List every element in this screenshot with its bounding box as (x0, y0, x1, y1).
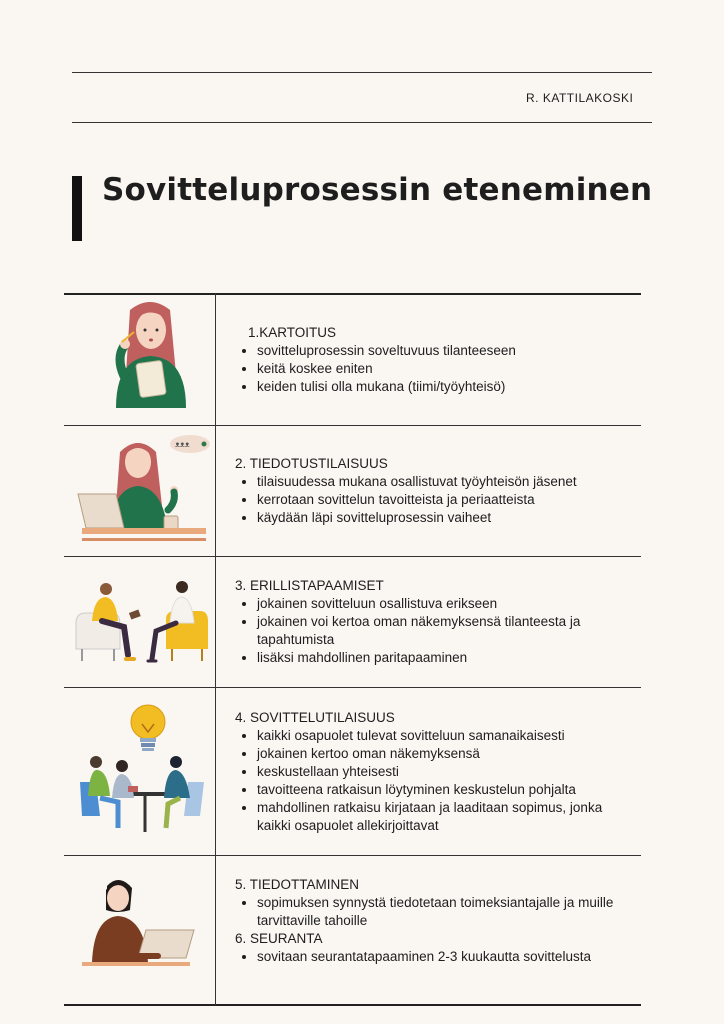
top-divider (72, 72, 652, 73)
step-tiedottaminen-seuranta (235, 876, 630, 966)
step-bullet-list (235, 727, 630, 835)
step-heading: 2. TIEDOTUSTILAISUUS (235, 456, 388, 471)
list-item: • sovitteluprosessin soveltuvuus tilanteeseen (257, 342, 630, 360)
list-item: • lisäksi mahdollinen paritapaaminen (257, 649, 630, 667)
list-item: • käydään läpi sovitteluprosessin vaiheet (257, 509, 630, 527)
title-accent-bar (72, 176, 82, 241)
list-item: • sovitaan seurantatapaaminen 2-3 kuukautta sovittelusta (257, 948, 630, 966)
step-bullet-list (235, 473, 630, 527)
list-item: • jokainen sovitteluun osallistuva erikseen (257, 595, 630, 613)
row-divider (64, 425, 641, 426)
list-item: • keitä koskee eniten (257, 360, 630, 378)
step-tiedotustilaisuus (235, 455, 630, 527)
list-item: • jokainen voi kertoa oman näkemyksensä tilanteesta ja tapahtumista (257, 613, 630, 649)
list-item: • kerrotaan sovittelun tavoitteista ja periaatteista (257, 491, 630, 509)
list-item: • sopimuksen synnystä tiedotetaan toimeksiantajalle ja muille tarvittaville tahoille (257, 894, 630, 930)
list-item: • keiden tulisi olla mukana (tiimi/työyhteisö) (257, 378, 630, 396)
step-kartoitus (235, 324, 630, 396)
list-item: • tavoitteena ratkaisun löytyminen keskustelun pohjalta (257, 781, 630, 799)
woman-thinking-illustration (72, 296, 212, 422)
row-divider (64, 556, 641, 557)
list-item: • tilaisuudessa mukana osallistuvat työyhteisön jäsenet (257, 473, 630, 491)
woman-laptop-illustration (72, 430, 212, 550)
step-heading: 4. SOVITTELUTILAISUUS (235, 710, 395, 725)
step-erillistapaamiset (235, 577, 630, 667)
table-column-divider (215, 293, 216, 1005)
author-name: R. KATTILAKOSKI (526, 91, 634, 105)
two-people-meeting-illustration (72, 575, 212, 671)
list-item: • mahdollinen ratkaisu kirjataan ja laaditaan sopimus, jonka kaikki osapuolet allekirjoittavat (257, 799, 630, 835)
row-divider (64, 855, 641, 856)
step-bullet-list (235, 894, 630, 930)
svg-text:ᴥᴥᴥ: ᴥᴥᴥ (175, 440, 190, 449)
list-item: • kaikki osapuolet tulevat sovitteluun samanaikaisesti (257, 727, 630, 745)
page-title: Sovitteluprosessin eteneminen (102, 172, 653, 208)
group-discussion-illustration (72, 700, 212, 840)
woman-working-illustration (72, 870, 212, 974)
step-bullet-list (235, 595, 630, 667)
step-heading: 1.KARTOITUS (248, 325, 337, 340)
step-heading: 5. TIEDOTTAMINEN (235, 877, 360, 892)
step-heading: 3. ERILLISTAPAAMISET (235, 578, 384, 593)
step-bullet-list (235, 342, 630, 396)
step-heading: 6. SEURANTA (235, 931, 323, 946)
table-top-border (64, 293, 641, 295)
row-divider (64, 687, 641, 688)
step-sovittelutilaisuus (235, 709, 630, 835)
table-bottom-border (64, 1004, 641, 1006)
header-divider (72, 122, 652, 123)
step-bullet-list (235, 948, 630, 966)
list-item: • keskustellaan yhteisesti (257, 763, 630, 781)
list-item: • jokainen kertoo oman näkemyksensä (257, 745, 630, 763)
